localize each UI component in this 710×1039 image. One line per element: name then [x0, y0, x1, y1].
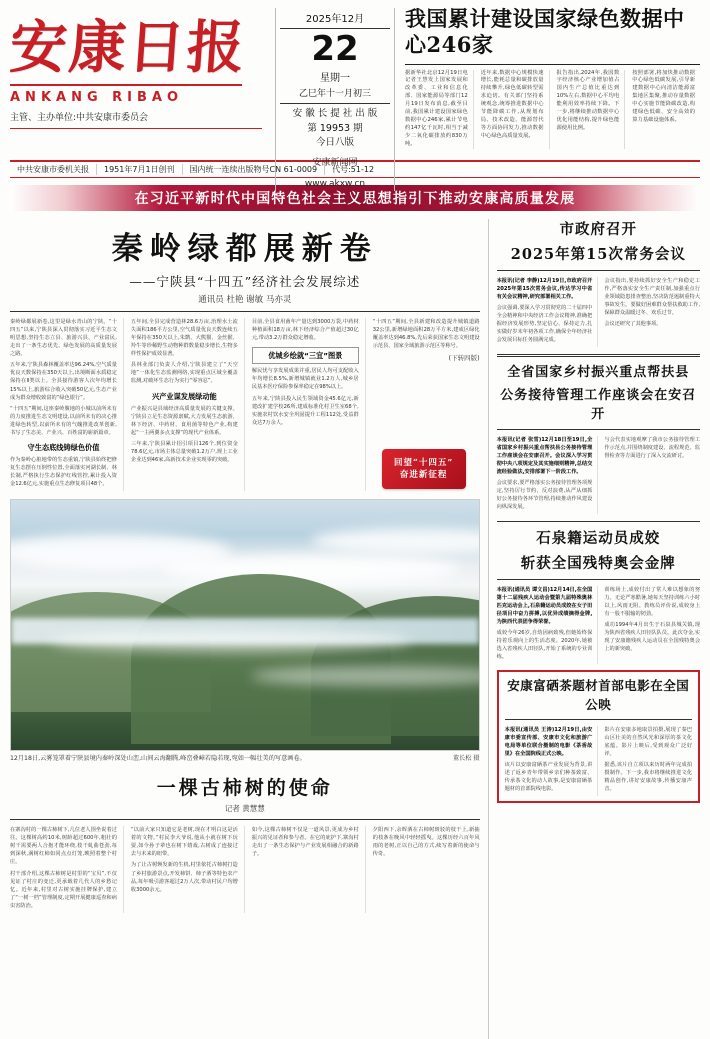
reg-item-2: 国内统一连续出版物号CN 61-0009 — [183, 164, 326, 175]
article-col-1 — [10, 318, 124, 491]
para: 县林业部门负责人介绍,宁陕县建立了“天空地”一体化生态监测网络,实现重点区域全覆盖监测,对破坏生态行为实行“零容忍”。 — [130, 362, 238, 385]
photo-block — [10, 499, 480, 764]
article1-col-1 — [497, 277, 599, 348]
article1-title-line2: 2025年第15次常务会议 — [510, 245, 686, 263]
para: 该片以安康富硒茶产业发展为背景,讲述了返乡青年带领乡亲们种茶致富、传承茶文化的动人故事,是安康富硒茶题材的首部院线电影。 — [504, 761, 593, 793]
right-separator-2 — [497, 521, 700, 522]
para: 与会代表实地观摩了我市公务接待管理工作示范点,并围绕制度建设、流程规范、监督检查等方面进行了深入交流研讨。 — [604, 436, 701, 459]
section-subhead-3: 优城乡绘就“三宜”图景 — [252, 347, 359, 364]
date-day: 22 — [311, 29, 359, 69]
para: 会议指出,要持续抓好安全生产和稳定工作,严格落实安全生产责任制,加强重点行业领域隐患排查整治,坚决防范遏制重特大事故发生。要做好困难群众帮扶救助工作,保障群众温暖过冬、欢乐过节。 — [604, 277, 701, 316]
para-lead: 本报讯(通讯员 谭文昌)12月14日,在全国第十二届残疾人运动会暨第九届特殊奥林匹克运动会上,石泉籍运动员成姣在女子田径项目中奋力拼搏,以优异成绩摘得金牌,为陕西代表团争得荣誉。 — [496, 586, 593, 625]
lead-col-1: 据新华社北京12月19日电 记者王慧发上国家发展和改革委、工业和信息化部、国家能源局等部门12月19日发布消息,截至目前,我国累计建设国家绿色数据中心246家,累计节电约147亿千瓦时,相当于减少二氧化碳排放约830万吨。 — [405, 70, 474, 149]
article4-title: 安康富硒茶题材首部电影在全国公映 — [507, 678, 690, 712]
para: 成功1994年4月出生于石泉县城关镇,现为陕西省残疾人田径队队员。此次夺金,实现了安康籍残疾人运动员在全国残特奥会上的新突破。 — [604, 621, 701, 652]
mountain-cloud-photo — [10, 499, 480, 751]
lead-headline: 我国累计建设国家绿色数据中心246家 — [405, 6, 700, 65]
para: 解民忧与享发展成果并重,居民人均可支配收入年均增长8.5%,新增城镇就业1.2万人,城乡居民基本医疗保险参保率稳定在98%以上。 — [251, 368, 359, 391]
main-content — [10, 219, 700, 1039]
para: 会议强调,要深入学习贯彻党的二十届四中全会精神和中央经济工作会议精神,准确把握经济发展形势,坚定信心、保持定力,扎实做好岁末年初各项工作,确保全年经济社会发展目标任务圆满完成。 — [496, 304, 593, 343]
photo-credit: 董长松 摄 — [452, 755, 480, 763]
para: 秦岭绿都展新卷,这里是绿水青山的宁陕。“十四五”以来,宁陕县深入贯彻落实习近平生态文明思想,坚持生态立县、旅游兴县、产业富民,走出了一条生态优先、绿色发展的高质量发展之路。 — [10, 319, 117, 358]
para: 在寨沟村的一棵古柿树下,几位老人围坐说着过往。这棵树高约10米,树龄超过600年,粗壮的树干需要两人合抱才能环绕,枝干虬曲苍劲,每到深秋,满树红柿如同点点灯笼,映照着整个村庄。 — [10, 827, 117, 866]
right-section — [489, 219, 700, 1039]
lead-col-3: 报告指出,2024年,我国数字经济核心产业增加值占国内生产总值比重达到10%左右,数据中心平均电能利用效率持续下降。下一步,将继续推动数据中心优化用能结构,提升绿色能源使用比例。 — [557, 70, 626, 149]
article2-col-1 — [10, 826, 124, 913]
article3-title-line1: 石泉籍运动员成姣 — [536, 530, 661, 548]
article4-col-2 — [604, 726, 692, 797]
lead-col-2: 近年来,数据中心规模快速增长,能耗总量和碳排放量持续攀升,绿色低碳转型需求迫切。有关部门坚持系统观念,统筹推进数据中心节能降碳工作,从规划布局、技术改造、能源替代等方面协同发力,推动数据中心绿色高质量发展。 — [481, 70, 550, 149]
right-article-4 — [497, 670, 700, 803]
article2-body — [497, 436, 700, 515]
article2-col-4 — [373, 826, 480, 913]
article4-body — [505, 726, 692, 797]
campaign-stamp — [382, 449, 466, 493]
para: 影片在安康多地取景拍摄,展现了秦巴山区壮美的自然风光和深厚的茶文化底蕴。影片上映后,受到观众广泛好评。 — [604, 726, 693, 757]
para: “十四五”期间,全县新建和改造提升城镇道路32公里,新增绿地面积28万平方米,建成区绿化覆盖率达到46.8%,先后荣获国家生态文明建设示范县、国家全域旅游示范区等称号。 — [372, 319, 480, 350]
lead-col-4: 按照部署,将加快推动数据中心绿色低碳发展,引导新建数据中心向清洁能源富集地区集聚,推动存量数据中心实施节能降碳改造,构建绿色低碳、安全高效的算力基础设施体系。 — [632, 69, 695, 124]
left-section — [10, 219, 489, 1039]
theme-banner: 在习近平新时代中国特色社会主义思想指引下推动安康高质量发展 — [10, 185, 700, 211]
secondary-rule — [10, 819, 480, 820]
article2-col-2 — [604, 436, 700, 515]
right-article-3 — [497, 528, 700, 664]
para: “以前大家只知道它是老树,现在才明白这是活着的文物。”村民李大爷说,他从小就在树下玩耍,如今孙子辈也在树下嬉戏,古树成了连接过去与未来的纽带。 — [130, 827, 238, 858]
article2-col-1 — [497, 436, 599, 515]
section-subhead-1: 守生态底线铸绿色价值 — [27, 442, 100, 452]
para: 会议还研究了其他事项。 — [604, 320, 662, 327]
right-article-2 — [497, 363, 700, 514]
reg-item-3: 代号:51-12 — [332, 165, 375, 174]
photo-caption-text: 12月18日,云雾笼罩着宁陕县境内秦岭深处山峦,山间云海翻腾,峰峦叠嶂若隐若现,宛如一幅壮美的写意画卷。 — [10, 755, 306, 763]
reg-item-0: 中共安康市委机关报 — [10, 164, 97, 175]
para-lead: 本报讯(通讯员 王涛)12月19日,由安康市委宣传部、安康市文化和旅游广电局等单位联合摄制的电影《茶香故里》在全国院线正式公映。 — [504, 726, 593, 757]
article1-title-line1: 市政府召开 — [559, 221, 638, 238]
article3-col-1 — [497, 586, 599, 665]
para: 五年来,宁陕县投入民生领域资金45.6亿元,新建改扩建学校26所,建成标准化村卫生室68个,实施农村饮水安全巩固提升工程112处,受益群众达7万余人。 — [251, 395, 359, 426]
article-col-4 — [373, 318, 480, 491]
publisher-name: 安 徽 ⻓ 提 社 出 版 — [280, 103, 390, 121]
article-col-3 — [252, 318, 366, 491]
secondary-byline: 记者 黄慧慧 — [224, 804, 265, 814]
para-lead: 本报讯(记者 张雪)12月18日至19日,全省国家乡村振兴重点帮扶县公务接待管理工作座谈会在安康召开。会议深入学习贯彻中央八项规定及其实施细则精神,总结交流经验做法,安排部署下一阶段工作。 — [496, 436, 593, 475]
para: 作为秦岭心脏地带的生态重镇,宁陕县始终把修复生态摆在压倒性位置,全面落实河湖长制、林长制,严格执行生态保护红线管控,累计投入资金12.6亿元,实施重点生态修复项目48个。 — [10, 457, 117, 488]
article4-rule — [505, 719, 692, 720]
stamp-line-1: 回望“十四五” — [393, 457, 454, 468]
article2-col-3 — [252, 826, 366, 913]
para: 如今,这棵古柿树不仅是一道风景,更成为乡村振兴的见证者和参与者。在它的庇护下,寨沟村走出了一条生态保护与产业发展相融合的新路子。 — [251, 827, 359, 858]
article1-body — [497, 277, 700, 348]
secondary-article-columns — [10, 826, 480, 913]
date-weekday: 星期一 — [320, 73, 350, 85]
lead-article — [395, 6, 700, 149]
article2-title-line1: 全省国家乡村振兴重点帮扶县 — [507, 365, 690, 380]
masthead-divider — [10, 128, 262, 129]
page-count: 今日八版 — [315, 136, 354, 148]
news-agency: 安康新闻网 — [312, 158, 358, 169]
article3-body — [497, 586, 700, 665]
para: 为了让古树焕发新的生机,村里依托古柿树打造了乡村旅游景点,开发柿饼、柿子酒等特色农产品,每年吸引游客超过2万人次,带动村民户均增收3000余元。 — [130, 862, 238, 893]
para: 会议要求,要严格落实公务接待管理各项规定,坚持厉行节约、反对浪费,从严从细抓好公务接待各环节管理,持续推动作风建设向纵深发展。 — [496, 479, 593, 510]
masthead-logo-block — [7, 6, 275, 129]
para: 成姣今年26岁,自幼因病致残,但她始终保持着乐观向上的生活态度。2020年,她被选入省残疾人田径队,开始了系统的专业训练。 — [496, 629, 593, 661]
article2-col-2 — [131, 826, 245, 913]
article2-title-line2: 公务接待管理工作座谈会在安召开 — [500, 387, 697, 422]
article2-rule — [497, 429, 700, 430]
article1-col-2 — [604, 277, 700, 348]
para: 夕阳西下,余晖洒在古柿树斑驳的枝干上,新抽的枝条在晚风中轻轻摇曳。这棵历经六百年风雨的老树,正以自己的方式,续写着新的使命与传奇。 — [372, 827, 480, 858]
para: “十四五”期间,这座秦岭腹地的小城以前所未有的力度推进生态文明建设,以前所未有的决心推进绿色转型,以前所未有的气魄推进改革创新,书写了生态美、产业兴、百姓富的崭新篇章。 — [10, 405, 117, 436]
date-lunar: 乙巳年十一月初三 — [298, 89, 371, 100]
para: 三年来,宁陕县累计招引项目126个,到位资金78.6亿元,市场主体总量突破1.2万户,规上工业企业达到46家,高新技术企业实现零的突破。 — [130, 440, 238, 464]
headline-rule — [10, 311, 480, 312]
section-subhead-2: 兴产业谋发展绿动能 — [152, 391, 217, 401]
article1-rule — [497, 270, 700, 271]
para: 五年来,宁陕县森林覆盖率达96.24%,空气质量优良天数保持在350天以上,出境断面水质稳定保持在Ⅱ类以上。全县接待游客人次年均增长15%以上,旅游综合收入突破50亿元,生态产业成为群众增收致富的“绿色银行”。 — [10, 362, 117, 401]
article4-col-1 — [505, 726, 599, 797]
para-lead: 本报讯(记者 李静)12月19日,市政府召开2025年第15次常务会议,传达学习中省有关会议精神,研究部署相关工作。 — [496, 277, 593, 300]
continue-note: (下转四版) — [448, 354, 480, 363]
newspaper-sponsor: 主管、主办单位:中共安康市委员会 — [10, 112, 149, 123]
main-article-columns — [10, 318, 480, 491]
para: 五年间,全县完成营造林28.6万亩,治理水土流失面积186平方公里,空气质量优良天数连续五年保持在350天以上,朱鹮、大熊猫、金丝猴、羚牛等珍稀野生动物种群数量稳步增长,生物多样性保护成效显著。 — [130, 319, 238, 358]
article3-col-2 — [604, 586, 700, 665]
main-headline: 秦岭绿都展新卷 — [111, 231, 378, 267]
para: 目前,全县食用菌年产量达到3000万袋,中药材种植面积18万亩,林下经济综合产值超过30亿元,带动3.2万群众稳定增收。 — [251, 319, 359, 342]
reg-item-1: 1951年7月1日创刊 — [97, 164, 183, 175]
main-byline: 通讯员 杜艳 谢敏 马亦灵 — [198, 295, 292, 305]
lead-body — [405, 70, 700, 149]
newspaper-title: 安康日报 — [7, 14, 249, 81]
article3-title-line2: 斩获全国残特奥会金牌 — [520, 554, 676, 572]
right-separator-1 — [497, 354, 700, 357]
para: 村干部介绍,这棵古柿树是村里的“宝贝”,不仅见证了村庄的变迁,更承载着几代人的乡愁记忆。近年来,村里对古树实施挂牌保护,建立了“一树一档”管理制度,定期开展健康巡查和病虫害防治。 — [10, 870, 117, 909]
stamp-line-2: 奋进新征程 — [399, 470, 448, 481]
article-col-2 — [131, 318, 245, 491]
para: 训练场上,成姣付出了常人难以想象的努力。无论严寒酷暑,她每天坚持训练六小时以上,风雨无阻。教练员评价说,成姣身上有一股不服输的韧劲。 — [604, 586, 701, 617]
para: 产业振兴是县域经济高质量发展的关键支撑。宁陕县立足生态资源禀赋,大力发展生态旅游、林下经济、中药材、食用菌等特色产业,构建起“一主两翼多点支撑”的现代产业体系。 — [130, 405, 238, 436]
photo-caption — [10, 754, 480, 764]
article3-rule — [497, 579, 700, 580]
website-url[interactable]: www.akxw.cn — [304, 178, 366, 189]
secondary-headline: 一棵古柿树的使命 — [156, 777, 333, 800]
issue-number: 第 19953 期 — [307, 122, 363, 134]
para: 据悉,该片自立项以来历时两年完成拍摄制作。下一步,我市将继续推进文化精品创作,讲好安康故事,传播安康声音。 — [604, 761, 693, 793]
main-subheadline: ——宁陕县“十四五”经济社会发展综述 — [129, 274, 361, 289]
right-article-1 — [497, 219, 700, 347]
newspaper-title-pinyin: ANKANG RIBAO — [10, 84, 242, 105]
date-year-month: 2025年12月 — [280, 10, 390, 29]
